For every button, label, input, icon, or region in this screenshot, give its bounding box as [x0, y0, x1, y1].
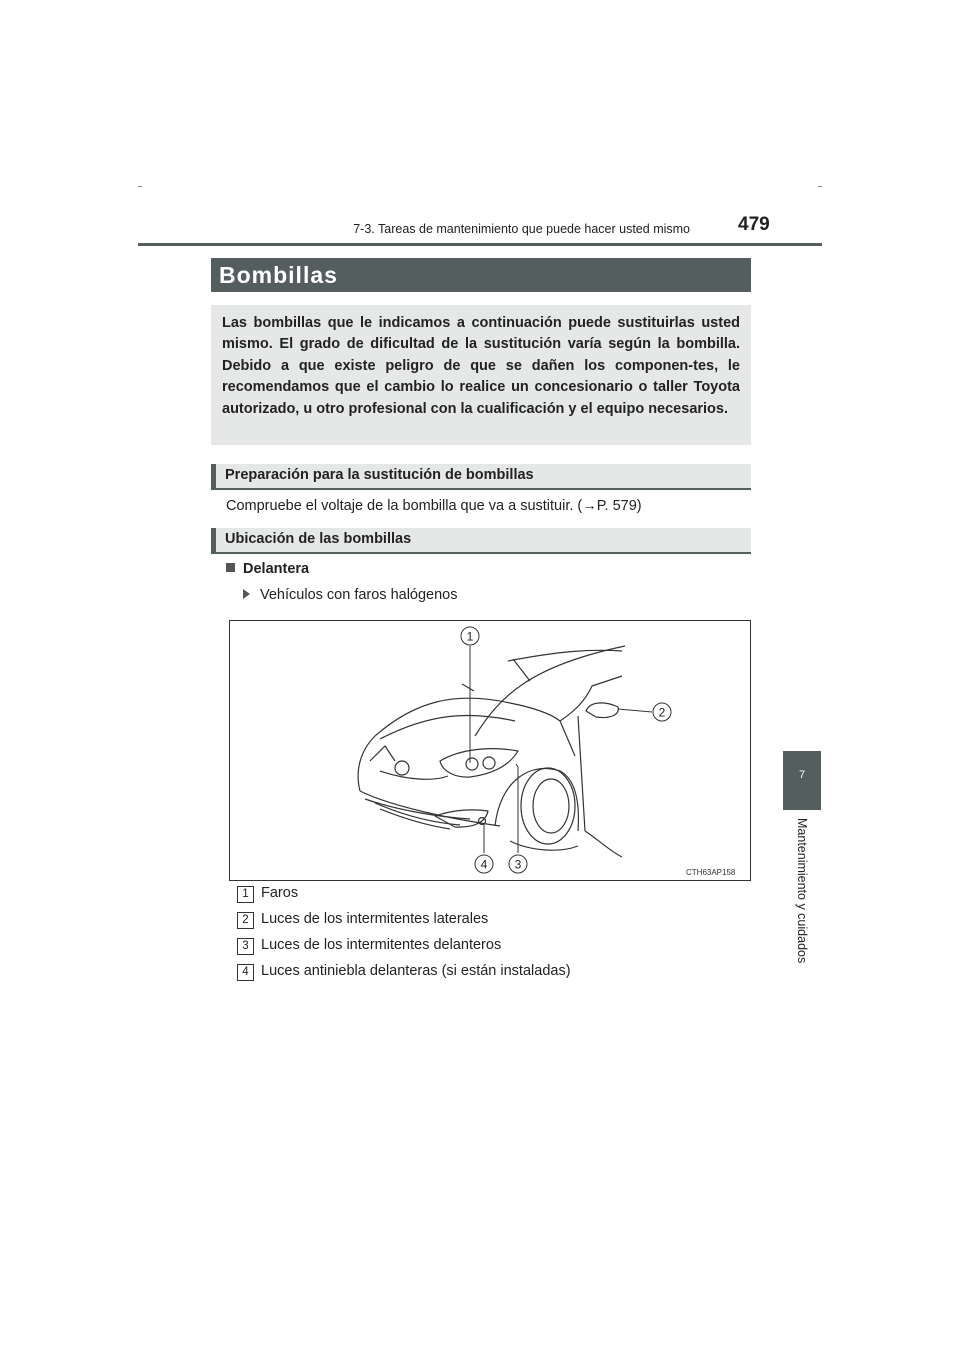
- heading-bar: [211, 464, 216, 490]
- front-label: [226, 561, 309, 577]
- vehicle-type-label: [243, 587, 458, 603]
- legend-label: Luces de los intermitentes laterales: [261, 911, 489, 927]
- callout-1: 1: [466, 629, 474, 644]
- preparation-heading: [211, 464, 751, 490]
- heading-bar: [211, 528, 216, 554]
- chapter-title: Mantenimiento y cuidados: [795, 818, 809, 964]
- figure-code: CTH63AP158: [686, 868, 736, 877]
- front-label-text: Delantera: [243, 561, 310, 577]
- car-illustration: [230, 621, 750, 880]
- callout-2: 2: [658, 705, 666, 720]
- legend-number: 3: [237, 938, 254, 955]
- legend-number: 4: [237, 964, 254, 981]
- legend-number: 1: [237, 886, 254, 903]
- crop-mark: [818, 186, 822, 187]
- page-number: 479: [738, 214, 770, 235]
- triangle-bullet-icon: [243, 589, 250, 599]
- square-bullet-icon: [226, 563, 235, 572]
- legend-label: Luces antiniebla delanteras (si están instaladas): [261, 963, 571, 979]
- callout-3: 3: [514, 857, 522, 872]
- legend-number: 2: [237, 912, 254, 929]
- page-title: Bombillas: [219, 262, 338, 288]
- car-front-figure: [229, 620, 751, 881]
- preparation-text: Compruebe el voltaje de la bombilla que va a sustituir. (→P. 579): [226, 498, 642, 514]
- legend-label: Faros: [261, 885, 299, 901]
- legend-label: Luces de los intermitentes delanteros: [261, 937, 502, 953]
- location-heading: [211, 528, 751, 554]
- header-rule: [138, 243, 822, 246]
- preparation-heading-text: Preparación para la sustitución de bombillas: [225, 467, 534, 483]
- chapter-number: 7: [798, 769, 806, 781]
- running-header: 7-3. Tareas de mantenimiento que puede hacer usted mismo: [353, 222, 690, 236]
- crop-mark: [138, 186, 142, 187]
- callout-4: 4: [480, 857, 488, 872]
- location-heading-text: Ubicación de las bombillas: [225, 531, 412, 547]
- intro-text: Las bombillas que le indicamos a continuación puede sustituirlas usted mismo. El grado de dificultad de la sustitución varía según la bombilla. Debido a que existe peligro de que se dañen los componen-tes, le recomendamos que el cambio lo realice un concesionario o taller Toyota autorizado, u otro profesional con la cualificación y el equipo necesarios.: [222, 315, 740, 417]
- vehicle-type-text: Vehículos con faros halógenos: [260, 587, 458, 603]
